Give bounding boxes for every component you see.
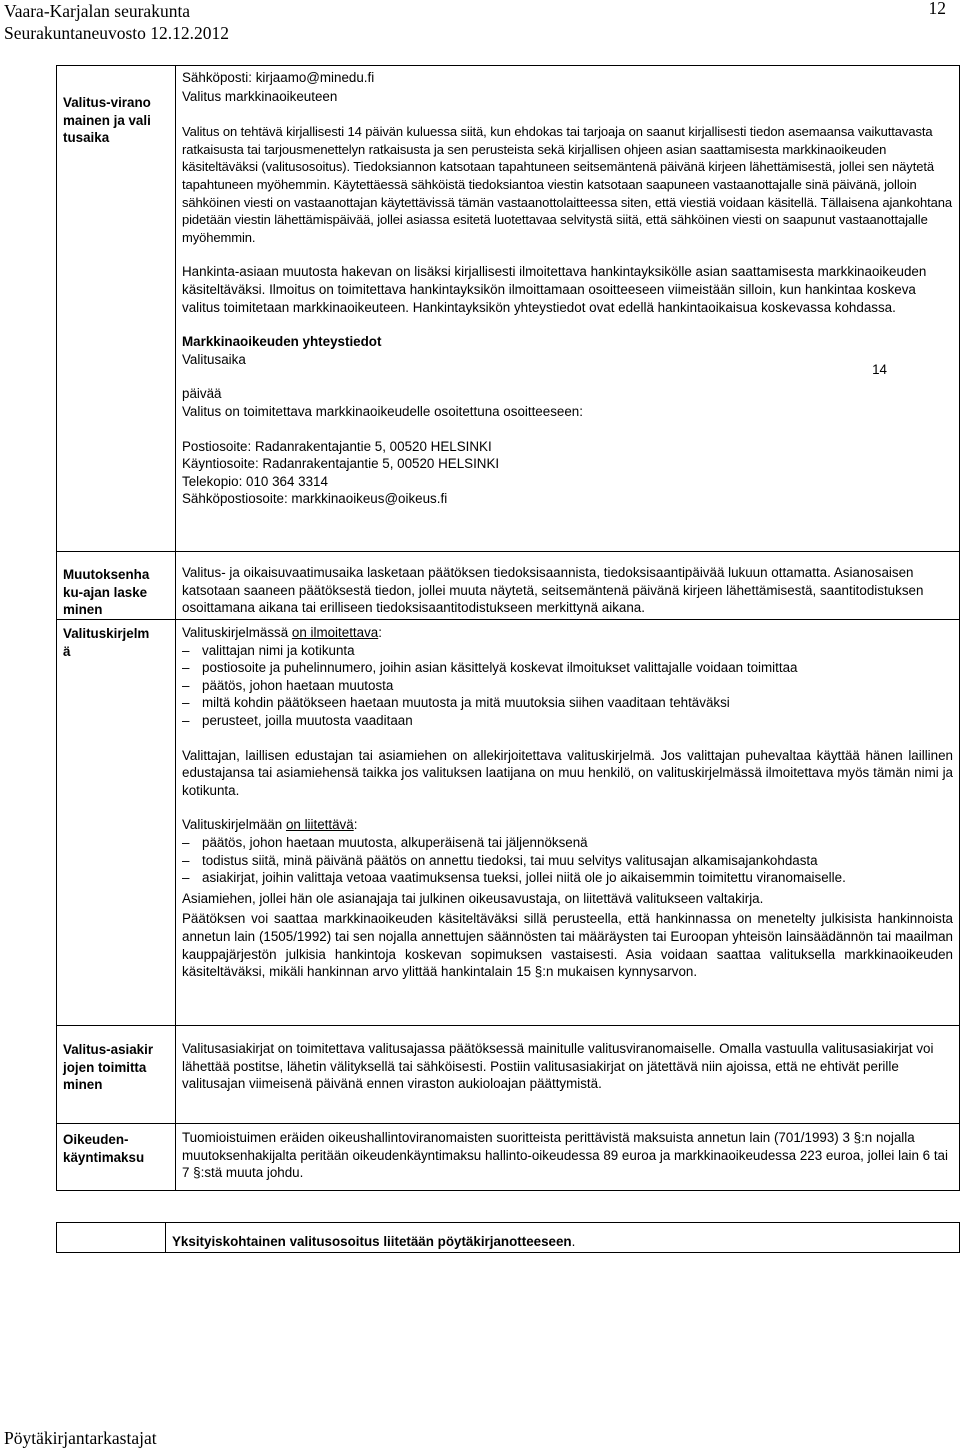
list-item: – asiakirjat, joihin valittaja vetoaa vaatimuksensa tueksi, jollei niitä ole jo aikaisemmin toimitettu viranomaiselle. xyxy=(182,869,953,887)
days-label: päivää xyxy=(182,386,222,402)
notice-paragraph: Hankinta-asiaan muutosta hakevan on lisäksi kirjallisesti ilmoitettava hankintayksikölle asian saattamisesta markkinaoikeuden käsiteltäväksi. Ilmoitus on toimitettava hankintayksikön ilmoittamaan osoitteeseen viimeistään silloin, kun hankintaa koskeva valitus toimitetaan markkinaoikeuteen. Hankintayksikön yhteystiedot ovat edellä hankintaoikaisua koskevassa kohdassa. xyxy=(182,264,927,315)
letter-intro-text: Valituskirjelmässä xyxy=(182,625,292,640)
list-item: – valittajan nimi ja kotikunta xyxy=(182,642,953,660)
authority-email: Sähköposti: kirjaamo@minedu.fi xyxy=(182,70,375,85)
private-note-table xyxy=(56,1222,960,1253)
list-item: – postiosoite ja puhelinnumero, joihin asian käsittelyä koskevat ilmoitukset valittajalle voidaan toimittaa xyxy=(182,659,953,677)
computation-label: Muutoksenhaku-ajan laskeminen xyxy=(63,567,150,618)
row-label xyxy=(57,1026,176,1124)
attachments-intro-underlined: on liitettävä xyxy=(285,817,354,833)
row-label xyxy=(57,552,176,620)
table-row xyxy=(57,1026,960,1124)
row-label xyxy=(57,66,176,552)
table-row xyxy=(57,552,960,620)
send-instruction: Valitus on toimitettava markkinaoikeudelle osoitettuna osoitteeseen: xyxy=(182,403,583,419)
row-label xyxy=(57,1124,176,1191)
list-item: – todistus siitä, minä päivänä päätös on annettu tiedoksi, tai muu selvitys valitusajan alkamisajankohdasta xyxy=(182,852,953,870)
section-title: Valitus markkinaoikeuteen xyxy=(182,88,338,104)
letter-intro-colon: : xyxy=(378,625,382,640)
authority-label: Valitus-viranomainen ja valitusaika xyxy=(63,95,151,145)
list-item: – miltä kohdin päätökseen haetaan muutosta ja mitä muutoksia siihen vaaditaan tehtäväksi xyxy=(182,694,953,712)
computation-text: Valitus- ja oikaisuvaatimusaika lasketaan päätöksen tiedoksisaannista, tiedoksisaantipäivää lukuun ottamatta. Asianosaisen katsotaan saaneen päätöksestä tiedon, jollei muuta näytetä, seitsemäntenä päivänä kirjeen lähettämisestä, saantitodistuksen osoittamana aikana tai erilliseen tiedoksisaantitodistukseen merkittynä aikana. xyxy=(182,565,924,616)
computation-content xyxy=(176,552,960,620)
signing-paragraph: Valittajan, laillisen edustajan tai asiamiehen on allekirjoitettava valituskirjelmä. Jos valittajan puhevaltaa käyttää hänen laillinen edustajansa tai asiamiehensä taikka jos valituksen laatijana on muu henkilö, on valituskirjelmässä ilmoitettava myös tämän nimi ja kotikunta. xyxy=(182,747,953,798)
table-row xyxy=(57,1223,960,1253)
letter-label: Valituskirjelmä xyxy=(63,626,150,659)
contact-block xyxy=(182,333,953,508)
private-note: Yksityiskohtainen valitusosoitus liitetään pöytäkirjanotteeseen xyxy=(172,1234,572,1250)
meeting-name: Seurakuntaneuvosto 12.12.2012 xyxy=(4,23,230,43)
market-court-paragraph: Päätöksen voi saattaa markkinaoikeuden käsiteltäväksi sillä perusteella, että hankinnassa on menetelty julkisista hankinnoista annetun lain (1505/1992) tai sen nojalla annettujen säännösten tai määräysten tai Euroopan yhteisön lainsäädännön tai maailman kauppajärjestön julkisia hankintoja koskevan sopimuksen vastaisesti. Asia voidaan saattaa valituksella markkinaoikeuden käsiteltäväksi, mikäli hankinnan arvo ylittää hankintalain 15 §:n mukaisen kynnysarvon. xyxy=(182,911,953,980)
letter-intro xyxy=(182,620,953,642)
fee-content xyxy=(176,1124,960,1191)
appeal-time-paragraph: Valitus on tehtävä kirjallisesti 14 päivän kuluessa siitä, kun ehdokas tai tarjoaja on saanut kirjallisesti tiedon asemaansa vaikuttavasta ratkaisusta tai tarjousmenettelyn ratkaisusta ja sen perusteista sekä kirjallisen ohjeen asian saattamisesta markkinaoikeuden käsiteltäväksi (valitusosoitus). Tiedoksiannon katsotaan tapahtuneen seitsemäntenä päivänä kirjeen lähettämisestä, jollei sen näytetä tapahtuneen myöhemmin. Käytettäessä sähköistä tiedoksiantoa viestin katsotaan saapuneen vastaanottajalle sinä päivänä, jolloin sähköinen viesti on vastaanottajan käytettävissä tämän vastaanottolaitteessa siten, että viestiä voidaan käsitellä. Tällaisena ajankohtana pidetään viestin lähettämispäivää, jollei asiassa esitetä luotettavaa selvitystä siitä, että sähköinen viesti on saapunut vastaanottajalle myöhemmin. xyxy=(182,124,953,245)
delivery-label: Valitus-asiakirjojen toimittaminen xyxy=(63,1042,154,1093)
fax-number: Telekopio: 010 364 3314 xyxy=(182,473,328,489)
attachments-intro xyxy=(182,816,953,834)
organization-name: Vaara-Karjalan seurakunta xyxy=(4,1,191,21)
attachments-intro-text: Valituskirjelmään xyxy=(182,817,286,833)
days-value: 14 xyxy=(872,362,887,378)
email-address: Sähköpostiosoite: markkinaoikeus@oikeus.fi xyxy=(182,491,448,507)
power-of-attorney: Asiamiehen, jollei hän ole asianajaja tai julkinen oikeusavustaja, on liitettävä valitukseen valtakirja. xyxy=(182,890,764,906)
document-header xyxy=(4,0,229,44)
delivery-content xyxy=(176,1026,960,1124)
visit-address: Käyntiosoite: Radanrakentajantie 5, 00520 HELSINKI xyxy=(182,456,500,472)
appeal-time-label: Valitusaika xyxy=(182,351,246,367)
required-info-list xyxy=(182,642,953,730)
list-item: – päätös, johon haetaan muutosta, alkuperäisenä tai jäljennöksenä xyxy=(182,834,953,852)
attachments-list xyxy=(182,834,953,887)
table-row xyxy=(57,620,960,1026)
fee-label: Oikeuden-käyntimaksu xyxy=(63,1132,145,1165)
private-note-period: . xyxy=(571,1234,576,1250)
attachments-intro-colon: : xyxy=(353,817,358,833)
delivery-text: Valitusasiakirjat on toimitettava valitusajassa päätöksessä mainitulle valitusviranomaiselle. Omalla vastuulla valitusasiakirjat voi lähettää postitse, lähetin välityksellä tai sähköisesti. Postiin valitusasiakirjat on jätettävä niin ajoissa, että ne ehtivät perille valitusajan viimeisenä päivänä ennen viraston aukioloajan päättymistä. xyxy=(182,1041,934,1092)
appeal-instructions-table xyxy=(56,65,960,1191)
page-number: 12 xyxy=(928,0,946,18)
authority-content xyxy=(176,66,960,552)
list-item: – päätös, johon haetaan muutosta xyxy=(182,677,953,695)
row-label xyxy=(57,620,176,1026)
list-item: – perusteet, joilla muutosta vaaditaan xyxy=(182,712,953,730)
contact-title: Markkinaoikeuden yhteystiedot xyxy=(182,334,382,350)
empty-cell xyxy=(57,1223,166,1253)
postal-address: Postiosoite: Radanrakentajantie 5, 00520 HELSINKI xyxy=(182,438,492,454)
letter-intro-underlined: on ilmoitettava xyxy=(291,625,379,640)
private-note-cell xyxy=(166,1223,960,1253)
footer-text: Pöytäkirjantarkastajat xyxy=(4,1428,157,1448)
fee-text: Tuomioistuimen eräiden oikeushallintoviranomaisten suoritteista perittävistä maksuista annetun lain (701/1993) 3 §:n nojalla muutoksenhakijalta peritään oikeudenkäyntimaksu hallinto-oikeudessa 89 euroa ja markkinaoikeudessa 223 euroa, jollei lain 6 tai 7 §:stä muuta johdu. xyxy=(182,1130,948,1181)
table-row xyxy=(57,1124,960,1191)
table-row xyxy=(57,66,960,552)
letter-content xyxy=(176,620,960,1026)
